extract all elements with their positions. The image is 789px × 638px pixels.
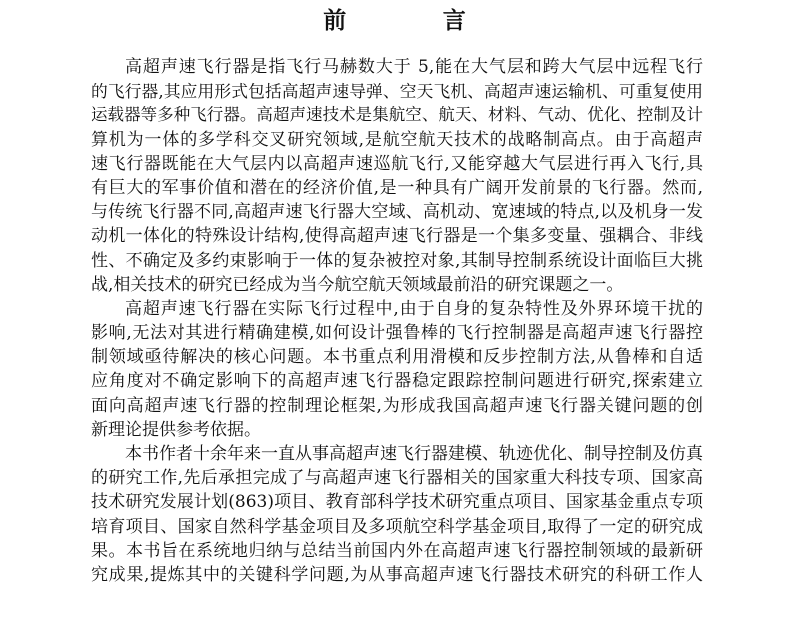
text-line: 究成果,提炼其中的关键科学问题,为从事高超声速飞行器技术研究的科研工作人 [91,564,703,585]
paragraph-first-line: 高超声速飞行器是指飞行马赫数大于 5,能在大气层和跨大气层中远程飞行 [125,57,703,77]
text-line: 运载器等多种飞行器。高超声速技术是集航空、航天、材料、气动、优化、控制及计 [91,105,703,125]
text-line: 技术研究发展计划(863)项目、教育部科学技术研究重点项目、国家基金重点专项 [91,492,703,513]
text-line: 算机为一体的多学科交叉研究领域,是航空航天技术的战略制高点。由于高超声 [91,129,703,150]
text-line: 制领域亟待解决的核心问题。本书重点利用滑模和反步控制方法,从鲁棒和自适 [91,347,703,368]
text-line: 动机一体化的特殊设计结构,使得高超声速飞行器是一个集多变量、强耦合、非线 [91,226,703,247]
text-line: 应角度对不确定影响下的高超声速飞行器稳定跟踪控制问题进行研究,探索建立 [91,371,703,392]
text-line: 与传统飞行器不同,高超声速飞行器大空域、高机动、宽速域的特点,以及机身一发 [91,202,703,223]
text-line: 果。本书旨在系统地归纳与总结当前国内外在高超声速飞行器控制领域的最新研 [91,540,703,561]
body-text [91,55,703,587]
page-title: 前 言 [323,8,503,34]
text-line: 的飞行器,其应用形式包括高超声速导弹、空天飞机、高超声速运输机、可重复使用 [91,81,703,102]
text-line: 战,相关技术的研究已经成为当今航空航天领域最前沿的研究课题之一。 [91,274,624,295]
paragraph-first-line: 高超声速飞行器在实际飞行过程中,由于自身的复杂特性及外界环境干扰的 [125,298,703,319]
text-line: 速飞行器既能在大气层内以高超声速巡航飞行,又能穿越大气层进行再入飞行,具 [91,153,703,174]
text-line: 影响,无法对其进行精确建模,如何设计强鲁棒的飞行控制器是高超声速飞行器控 [91,323,703,344]
text-line: 培育项目、国家自然科学基金项目及多项航空科学基金项目,取得了一定的研究成 [91,516,703,537]
text-line: 的研究工作,先后承担完成了与高超声速飞行器相关的国家重大科技专项、国家高 [91,468,703,489]
text-line: 有巨大的军事价值和潜在的经济价值,是一种具有广阔开发前景的飞行器。然而, [91,177,703,198]
text-line: 性、不确定及多约束影响于一体的复杂被控对象,其制导控制系统设计面临巨大挑 [91,250,703,271]
text-line: 面向高超声速飞行器的控制理论框架,为形成我国高超声速飞行器关键问题的创 [91,395,703,416]
paragraph-first-line: 本书作者十余年来一直从事高超声速飞行器建模、轨迹优化、制导控制及仿真 [125,444,703,464]
text-line: 新理论提供参考依据。 [91,419,261,440]
